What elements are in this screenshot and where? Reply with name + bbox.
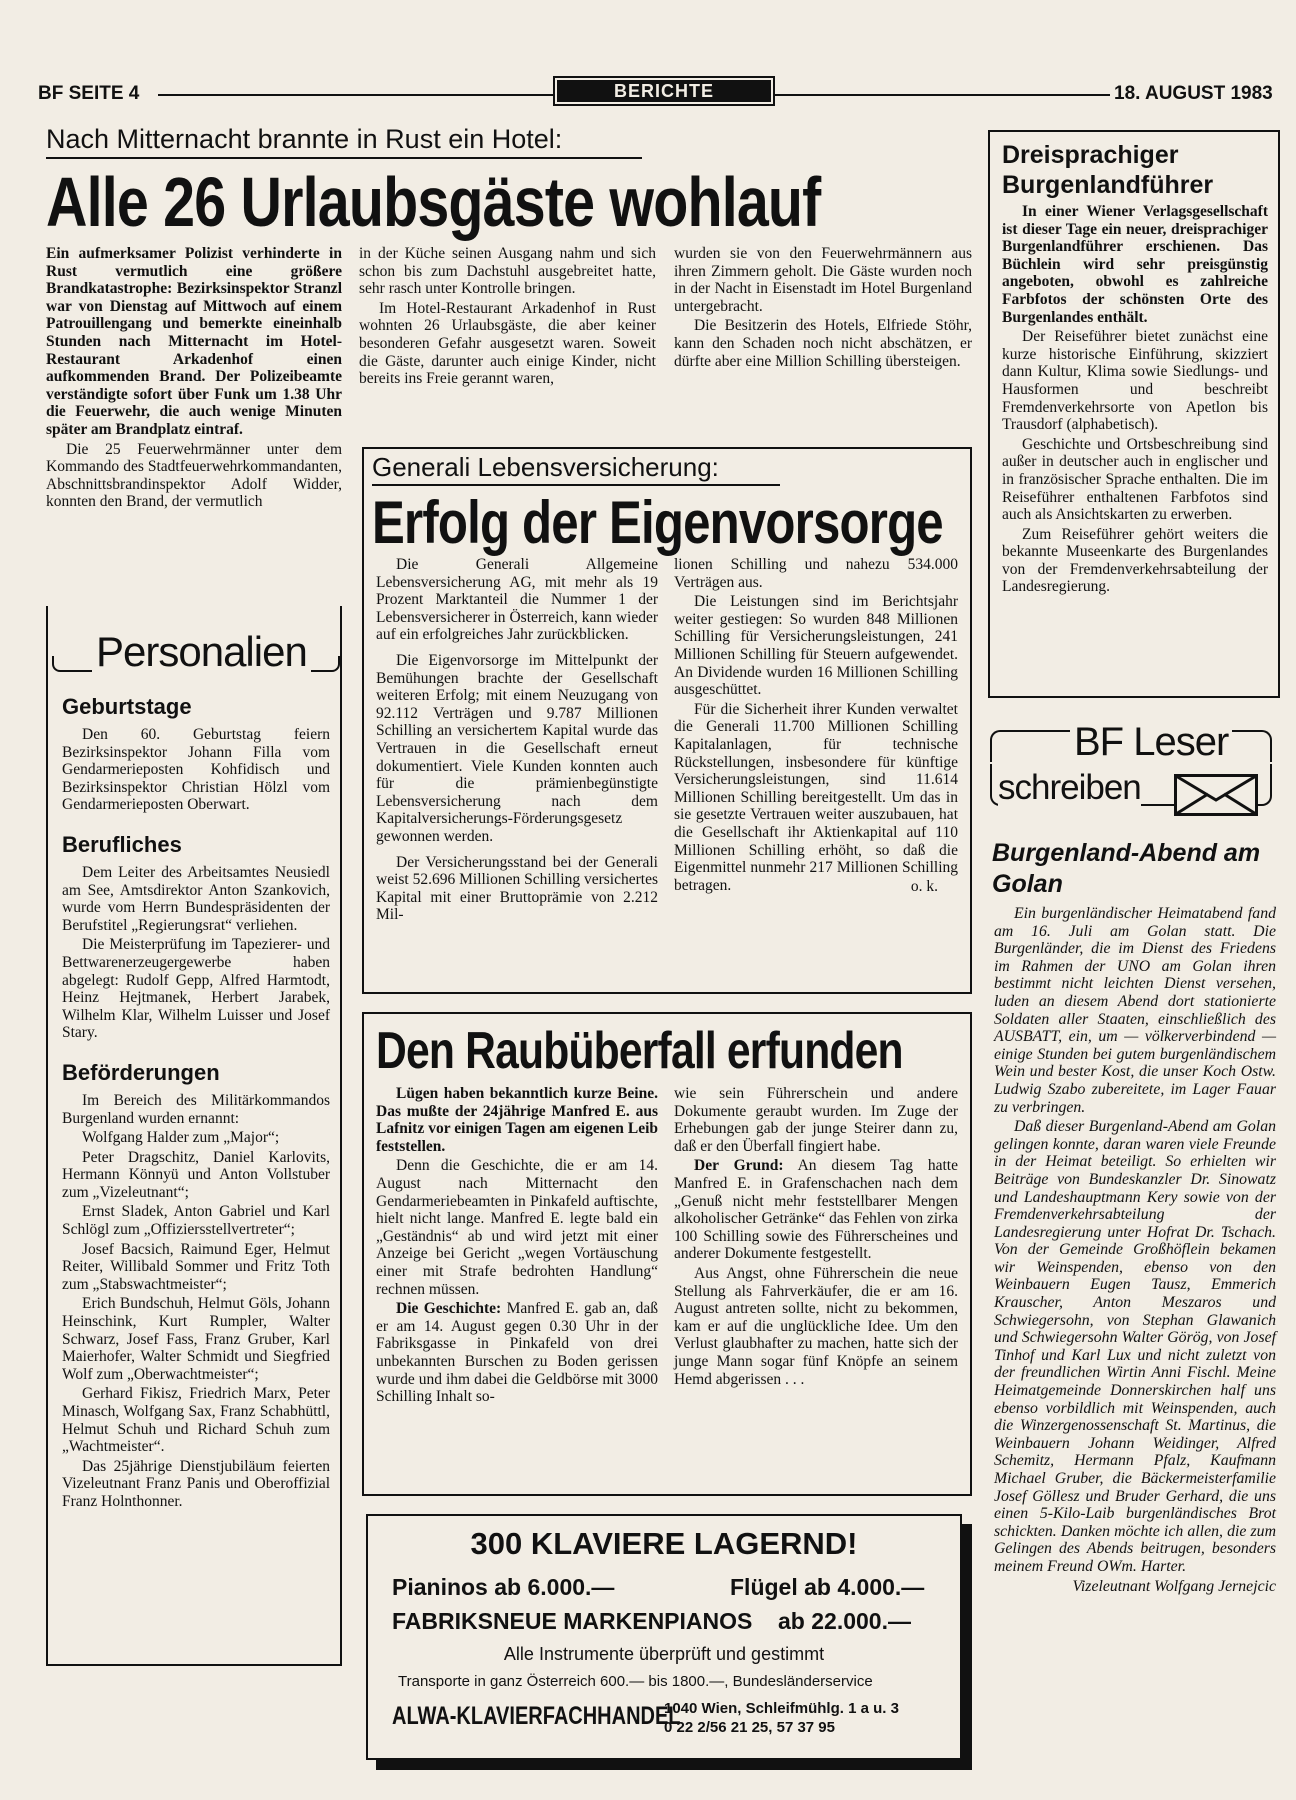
befoerderungen-para: Im Bereich des Militärkommandos Burgenland wurden ernannt: (62, 1091, 330, 1127)
befoerderungen-para: Josef Bacsich, Raimund Eger, Helmut Reiter, Willibald Sommer und Fritz Toth zum „Stabswachtmeister“; (62, 1240, 330, 1293)
sidebar-para: Der Reiseführer bietet zunächst eine kurze historische Einführung, skizziert dann Kultur, Klima sowie Siedlungs- und Hausformen und beschreibt Fremdenverkehrsorte von Apetlon bis Trausdorf (alphabetisch). (1002, 328, 1268, 434)
klavier-ad (366, 1514, 962, 1760)
hotel-col-3 (674, 245, 972, 372)
leser-para: Daß dieser Burgenland-Abend am Golan gelingen konnte, daran waren viele Freunde in der Heimat beteiligt. So erhielten wir Beiträge von Bundeskanzler Dr. Sinowatz und Landeshauptmann Kery sowie von der Fremdenverkehrsabteilung der Landesregierung unter Hofrat Dr. Tschach. Von der Gemeinde Großhöflein bekamen wir Weinspenden, ebenso von den Weinbauern Eugen Tausz, Emmerich Krauscher, Anton Meszaros und Schwiegersohn, von Stephan Glawanich und Schwiegersohn Walter Görög, von Josef Tinhof und Karl Lux und nicht zuletzt von der freundlichen Wirtin Anni Fischl. Meine Heimatgemeinde Donnerskirchen half uns ebenso vorbildlich mit Weinspenden, auch die Winzergenossenschaft St. Martinus, die Weinbauern Johann Weidinger, Alfred Schemitz, Hermann Pfalz, Kaufmann Michael Gruber, die Bäckermeisterfamilie Josef Göllesz und Bruder Gerhard, die uns einen 5-Kilo-Laib burgenländisches Brot schickten. Danken möchte ich allen, die zum Gelingen des Abends beitrugen, besonders meinem Freund OWm. Harter. (994, 1118, 1276, 1575)
ad-markenpianos-price: ab 22.000.— (778, 1608, 911, 1634)
generali-col-2 (674, 556, 958, 896)
befoerderungen-para: Gerhard Fikisz, Friedrich Marx, Peter Minasch, Wolfgang Sax, Franz Schabhüttl, Helmut Schuh und Richard Schuh zum „Wachtmeister“. (62, 1385, 330, 1456)
ad-phone: 0 22 2/56 21 25, 57 37 95 (664, 1719, 835, 1736)
leser-headline: Burgenland-Abend am Golan (992, 839, 1261, 898)
berufliches-heading: Berufliches (62, 831, 182, 857)
generali-kicker: Generali Lebensversicherung: (372, 452, 719, 482)
geburtstage-heading: Geburtstage (62, 694, 192, 719)
berufliches-para: Die Meisterprüfung im Tapezierer- und Bettwarenerzeugergewerbe haben abgelegt: Rudolf Gepp, Alfred Harmtodt, Heinz Hejtmanek, Herbert Jarabek, Wilhelm Klar, Wilhelm Luisser und Josef Stary. (62, 936, 330, 1042)
hotel-para: wurden sie von den Feuerwehrmännern aus ihren Zimmern geholt. Die Gäste wurden noch in der Nacht in Eisenstadt im Hotel Burgenland untergebracht. (674, 245, 972, 315)
ad-checked: Alle Instrumente überprüft und gestimmt (503, 1644, 825, 1664)
raub-geschichte (376, 1300, 658, 1406)
ad-brand-text: ALWA-KLAVIERFACHHANDEL (392, 1702, 681, 1730)
raub-lead: Lügen haben bekanntlich kurze Beine. Das mußte der 24jährige Manfred E. aus Lafnitz vor einigen Tagen am eigenen Leib feststellen. (376, 1085, 658, 1155)
leser-para: Ein burgenländischer Heimatabend fand am 16. Juli am Golan statt. Die Burgenländer, die im Dienst des Friedens im Rahmen der UNO am Golan ihren bestimmt nicht leichten Dienst versehen, luden an diesem Abend dort stationierte Soldaten aller Staaten, einschließlich des AUSBATT, ein, um — völkerverbindend — einige Stunden bei gutem burgenländischem Wein und bester Kost, die unser Koch Ostw. Ludwig Szabo zubereitete, im Lager Fauar zu verbringen. (994, 905, 1276, 1116)
ad-address: 1040 Wien, Schleifmühlg. 1 a u. 3 (664, 1700, 899, 1717)
hotel-kicker-underline (46, 157, 642, 159)
personalien-content (62, 694, 330, 1513)
sidebar-para: Zum Reiseführer gehört weiters die bekannte Museenkarte des Burgenlandes von der Fremdenverkehrsabteilung der Landesregierung. (1002, 525, 1268, 596)
generali-para: Der Versicherungsstand bei der Generali weist 52.696 Millionen Schilling versichertes Kapital mit einer Bruttoprämie von 2.212 Mil- (376, 853, 658, 924)
section-label-inner: BERICHTE (557, 80, 771, 102)
hotel-para: Die 25 Feuerwehrmänner unter dem Kommando des Stadtfeuerwehrkommandanten, Abschnittsbrandinspektor Adolf Widder, konnten den Brand, der vermutlich (46, 440, 342, 511)
hotel-col-1 (46, 245, 342, 513)
raub-col-2 (674, 1085, 958, 1390)
hotel-col-2 (359, 245, 656, 390)
raub-para: wie sein Führerschein und andere Dokumente geraubt wurden. Im Zuge der Erhebungen gab der junge Steirer dann zu, daß er den Überfall fingiert habe. (674, 1085, 958, 1155)
befoerderungen-para: Wolfgang Halder zum „Major“; (82, 1129, 280, 1147)
ad-pianinos: Pianinos ab 6.000.— (392, 1574, 615, 1600)
hotel-para: Ein aufmerksamer Polizist verhinderte in Rust vermutlich eine größere Brandkatastrophe: Bezirksinspektor Stranzl war von Dienstag auf Mittwoch auf einem Patrouillengang und bemerkte eineinhalb Stunden nach Mitternacht im Hotel-Restaurant Arkadenhof einen aufkommenden Brand. Der Polizeibeamte verständigte sofort über Funk um 1.38 Uhr die Feuerwehr, die auch wenige Minuten später am Brandplatz eintraf. (46, 245, 342, 438)
leser-logo (990, 720, 1270, 824)
section-label (553, 76, 775, 106)
raub-col-1 (376, 1085, 658, 1408)
hotel-kicker: Nach Mitternacht brannte in Rust ein Hotel: (46, 124, 563, 154)
issue-date: 18. AUGUST 1983 (1114, 83, 1273, 104)
befoerderungen-para: Das 25jährige Dienstjubiläum feierten Vizeleutnant Franz Panis und Oberoffizial Franz Holnthonner. (62, 1457, 330, 1510)
raub-grund (674, 1157, 958, 1263)
raub-geschichte-label: Die Geschichte: (396, 1300, 502, 1318)
raub-headline: Den Raubüberfall erfunden (376, 1022, 903, 1080)
raub-grund-text: An diesem Tag hatte Manfred E. in Grafenschachen nach dem „Genuß nicht mehr feststellbarer Mengen alkoholischer Getränke“ das Fehlen von zirka 100 Schilling sowie des Führerscheines und anderer Dokumente festgestellt. (674, 1157, 958, 1263)
berufliches-para: Dem Leiter des Arbeitsamtes Neusiedl am See, Amtsdirektor Anton Szankovich, wurde vom Herrn Bundespräsidenten der Berufstitel „Regierungsrat“ verliehen. (62, 863, 330, 934)
hotel-para: Die Besitzerin des Hotels, Elfriede Stöhr, kann den Schaden noch nicht abschätzen, er dürfte aber eine Million Schilling übersteigen. (674, 317, 972, 370)
befoerderungen-para: Ernst Sladek, Anton Gabriel und Karl Schlögl zum „Offiziersstellvertreter“; (62, 1203, 330, 1239)
befoerderungen-heading: Beförderungen (62, 1059, 220, 1085)
leser-signature: Vizeleutnant Wolfgang Jernejcic (1072, 1577, 1276, 1595)
envelope-icon (1174, 774, 1258, 816)
raub-geschichte-text: Manfred E. gab an, daß er am 14. August gegen 0.30 Uhr in der Fabriksgasse in Pinkafeld von drei unbekannten Burschen zu Boden gerissen wurde und ihm dabei die Geldbörse mit 3000 Schilling Inhalt so- (376, 1300, 658, 1406)
generali-para: lionen Schilling und nahezu 534.000 Verträgen aus. (674, 556, 958, 591)
generali-kicker-underline (372, 484, 780, 486)
personalien-title-text: Personalien (92, 628, 311, 676)
befoerderungen-para: Erich Bundschuh, Helmut Göls, Johann Heinschink, Kurt Rumpler, Walter Schwarz, Josef Fass, Franz Gruber, Karl Maierhofer, Walter Schmidt und Siegfried Wolf zum „Oberwachtmeister“; (62, 1295, 330, 1383)
personalien-title (52, 628, 342, 680)
raub-para: Aus Angst, ohne Führerschein die neue Stellung als Fahrverkäufer, die er am 16. August antreten sollte, nicht zu bekommen, kam er auf die unglückliche Idee. Um den Verlust glaubhafter zu machen, hatte sich der junge Mann sogar fünf Knöpfe an seinem Hemd abgerissen . . . (674, 1264, 958, 1388)
leser-logo-line2: schreiben (998, 768, 1141, 807)
generali-para: Die Eigenvorsorge im Mittelpunkt der Bemühungen brachte der Gesellschaft weiteren Erfolg; mit einem Neuzugang von 92.112 Verträgen und 9.787 Millionen Schilling an versichertem Kapital wurde das Vertrauen in die Gesellschaft erneut dokumentiert. Viele Kunden konnten auch für die prämienbegünstigte Lebensversicherung nach dem Kapitalversicherungs-Förderungsgesetz gewonnen werden. (376, 651, 658, 845)
ad-markenpianos: FABRIKSNEUE MARKENPIANOS (392, 1608, 753, 1634)
page-label: BF SEITE 4 (38, 83, 140, 104)
generali-para: Die Generali Allgemeine Lebensversicherung AG, mit mehr als 19 Prozent Marktanteil die Nummer 1 der Lebensversicherer in Österreich, kann wieder auf ein erfolgreiches Jahr zurückblicken. (376, 556, 658, 644)
generali-para: Die Leistungen sind im Berichtsjahr weiter gestiegen: So wurden 848 Millionen Schilling für Versicherungsleistungen, 241 Millionen Schilling für Steuern aufgewendet. An Dividende wurden 16 Millionen Schilling ausgeschüttet. (674, 593, 958, 699)
leser-logo-line1 (1070, 720, 1232, 765)
generali-signature: o. k. (910, 878, 938, 896)
sidebar-para: Geschichte und Ortsbeschreibung sind außer in deutscher auch in englischer und in französischer Sprache enthalten. Die im Reiseführer enthaltenen Farbfotos sind auch als Ansichtskarten zu erwerben. (1002, 435, 1268, 524)
hotel-headline: Alle 26 Urlaubsgäste wohlauf (46, 163, 821, 241)
hotel-para: in der Küche seinen Ausgang nahm und sich schon bis zum Dachstuhl ausgebreitet hatte, sehr rasch unter Kontrolle bringen. (359, 245, 656, 298)
leser-body (994, 905, 1276, 1595)
generali-headline: Erfolg der Eigenvorsorge (372, 489, 943, 556)
geburtstage-para: Den 60. Geburtstag feiern Bezirksinspektor Johann Filla vom Gendarmerieposten Kohfidisch und Bezirksinspektor Christian Hölzl vom Gendarmerieposten Oberwart. (62, 726, 330, 814)
masthead-rule-right (775, 94, 1110, 96)
hotel-para: Im Hotel-Restaurant Arkadenhof in Rust wohnten 26 Urlaubsgäste, die aber keiner besonderen Gefahr ausgesetzt waren. Soweit die Gäste, darunter auch einige Kinder, nicht bereits ins Freie gerannt waren, (359, 299, 656, 388)
masthead-rule-left (158, 94, 553, 96)
generali-para: Für die Sicherheit ihrer Kunden verwaltet die Generali 11.700 Millionen Schilling Kapitalanlagen, für technische Rückstellungen, insbesondere für künftige Versicherungsleistungen, sind 11.614 Millionen Schilling bereitgestellt. Um das in sie gesetzte Vertrauen weiter auszubauen, hat die Gesellschaft ihr Aktienkapital auf 110 Millionen Schilling erhöht, so daß die Eigenmittel nunmehr 217 Millionen Schilling betragen. (674, 700, 958, 894)
sidebar-body (1002, 203, 1268, 598)
sidebar-para: In einer Wiener Verlagsgesellschaft ist dieser Tage ein neuer, dreisprachiger Burgenlandführer erschienen. Das Büchlein wird sehr preisgünstig angeboten, obwohl es zahlreiche Farbfotos der schönsten Orte des Burgenlandes enthält. (1002, 203, 1268, 326)
raub-grund-label: Der Grund: (694, 1157, 784, 1175)
ad-fluegel: Flügel ab 4.000.— (730, 1574, 925, 1600)
raub-para: Denn die Geschichte, die er am 14. August nach Mitternacht den Gendarmeriebeamten in Pinkafeld auftischte, hielt nicht lange. Manfred E. legte bald ein „Geständnis“ ab und wird jetzt mit einer Anzeige bei Gericht „wegen Vortäuschung einer mit Strafe bedrohten Handlung“ rechnen müssen. (376, 1157, 658, 1298)
leser-logo-line1-text: BF Leser (1074, 720, 1229, 764)
generali-col-1 (376, 556, 658, 926)
ad-transport: Transporte in ganz Österreich 600.— bis 1800.—, Bundesländerservice (398, 1673, 873, 1690)
sidebar-title: Dreisprachiger Burgenlandführer (1002, 141, 1214, 199)
befoerderungen-para: Peter Dragschitz, Daniel Karlovits, Hermann Könnyü und Anton Vollstuber zum „Vizeleutnant“; (62, 1148, 330, 1201)
ad-headline: 300 KLAVIERE LAGERND! (470, 1526, 858, 1561)
